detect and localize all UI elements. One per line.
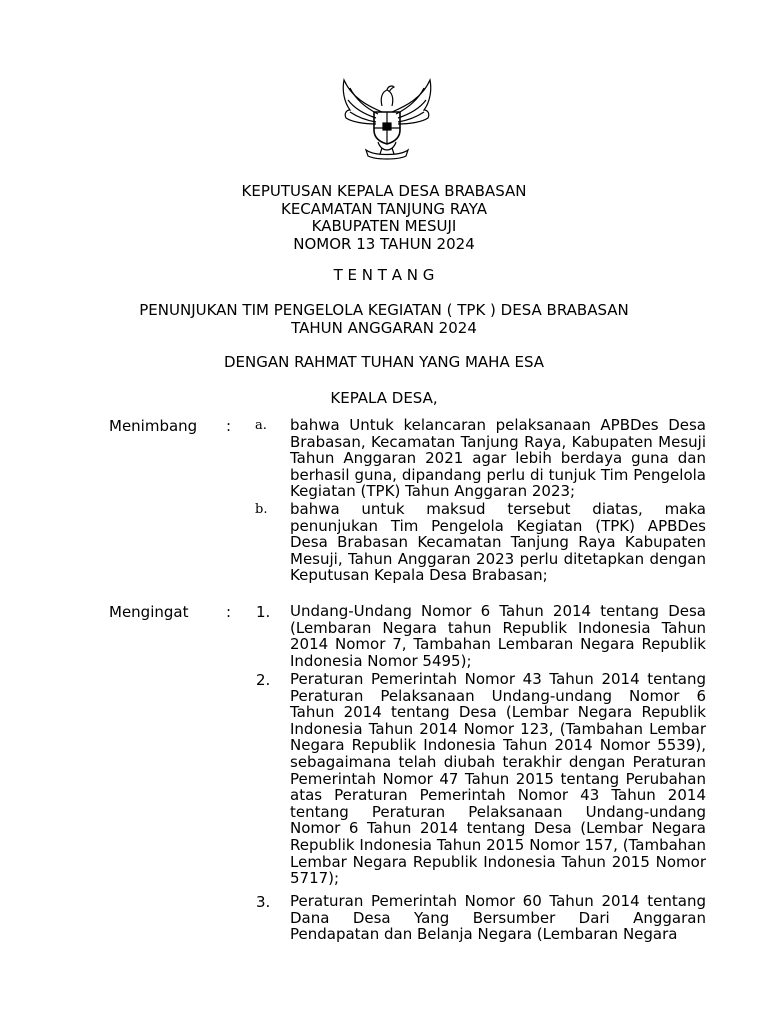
item-marker: a. [255,418,267,433]
title-line-3: KABUPATEN MESUJI [311,217,457,235]
item-text: Undang-Undang Nomor 6 Tahun 2014 tentang Desa (Lembaran Negara tahun Republik Indonesia Tahun 2014 Nomor 7, Tambahan Lembaran Negara Republik Indonesia Nomor 5495); [290,602,706,670]
item-text: bahwa untuk maksud tersebut diatas, maka penunjukan Tim Pengelola Kegiatan (TPK) APBDes Desa Brabasan Kecamatan Tanjung Raya Kabupaten Mesuji, Tahun Anggaran 2023 perlu ditetapkan dengan Keputusan Kepala Desa Brabasan; [290,500,706,585]
decree-subject [0,302,768,337]
item-text: Peraturan Pemerintah Nomor 43 Tahun 2014 tentang Peraturan Pelaksanaan Undang-undang Nomor 6 Tahun 2014 tentang Desa (Lembar Negara Republik Indonesia Tahun 2014 Nomor 123, (Tambahan Lembar Negara Republik Indonesia Tahun 2014 Nomor 5539), sebagaimana telah diubah terakhir dengan Peraturan Pemerintah Nomor 47 Tahun 2015 tentang Perubahan atas Peraturan Pemerintah Nomor 43 Tahun 2014 tentang Peraturan Pelaksanaan Undang-undang Nomor 6 Tahun 2014 tentang Desa (Lembar Negara Republik Indonesia Tahun 2015 Nomor 157, (Tambahan Lembar Negara Republik Indonesia Tahun 2015 Nomor 5717); [290,670,706,888]
mengingat-label: Mengingat [109,603,189,621]
item-text: bahwa Untuk kelancaran pelaksanaan APBDes Desa Brabasan, Kecamatan Tanjung Raya, Kabupaten Mesuji Tahun Anggaran 2021 agar lebih berdaya guna dan berhasil guna, dipandang perlu di tunjuk Tim Pengelola Kegiatan (TPK) Tahun Anggaran 2023; [290,416,706,501]
item-text: Peraturan Pemerintah Nomor 60 Tahun 2014 tentang Dana Desa Yang Bersumber Dari Anggaran Pendapatan dan Belanja Negara (Lembaran Negara [290,892,706,944]
official-title: KEPALA DESA, [330,389,438,407]
decree-title [0,183,768,253]
title-line-2: KECAMATAN TANJUNG RAYA [280,199,487,218]
item-marker: 3. [256,893,271,911]
item-marker: 2. [256,671,271,689]
garuda-emblem-icon [338,76,436,160]
subject-line-2: TAHUN ANGGARAN 2024 [291,318,477,337]
title-line-1: KEPUTUSAN KEPALA DESA BRABASAN [241,182,527,200]
subject-line-1: PENUNJUKAN TIM PENGELOLA KEGIATAN ( TPK ) DESA BRABASAN [139,301,629,319]
title-line-4: NOMOR 13 TAHUN 2024 [293,234,475,253]
tentang-heading: T E N T A N G [333,266,435,284]
invocation: DENGAN RAHMAT TUHAN YANG MAHA ESA [223,353,545,371]
item-marker: b. [255,502,268,517]
mengingat-colon: : [226,603,232,621]
menimbang-colon: : [226,417,232,435]
item-marker: 1. [256,603,271,621]
menimbang-label: Menimbang [109,417,198,435]
